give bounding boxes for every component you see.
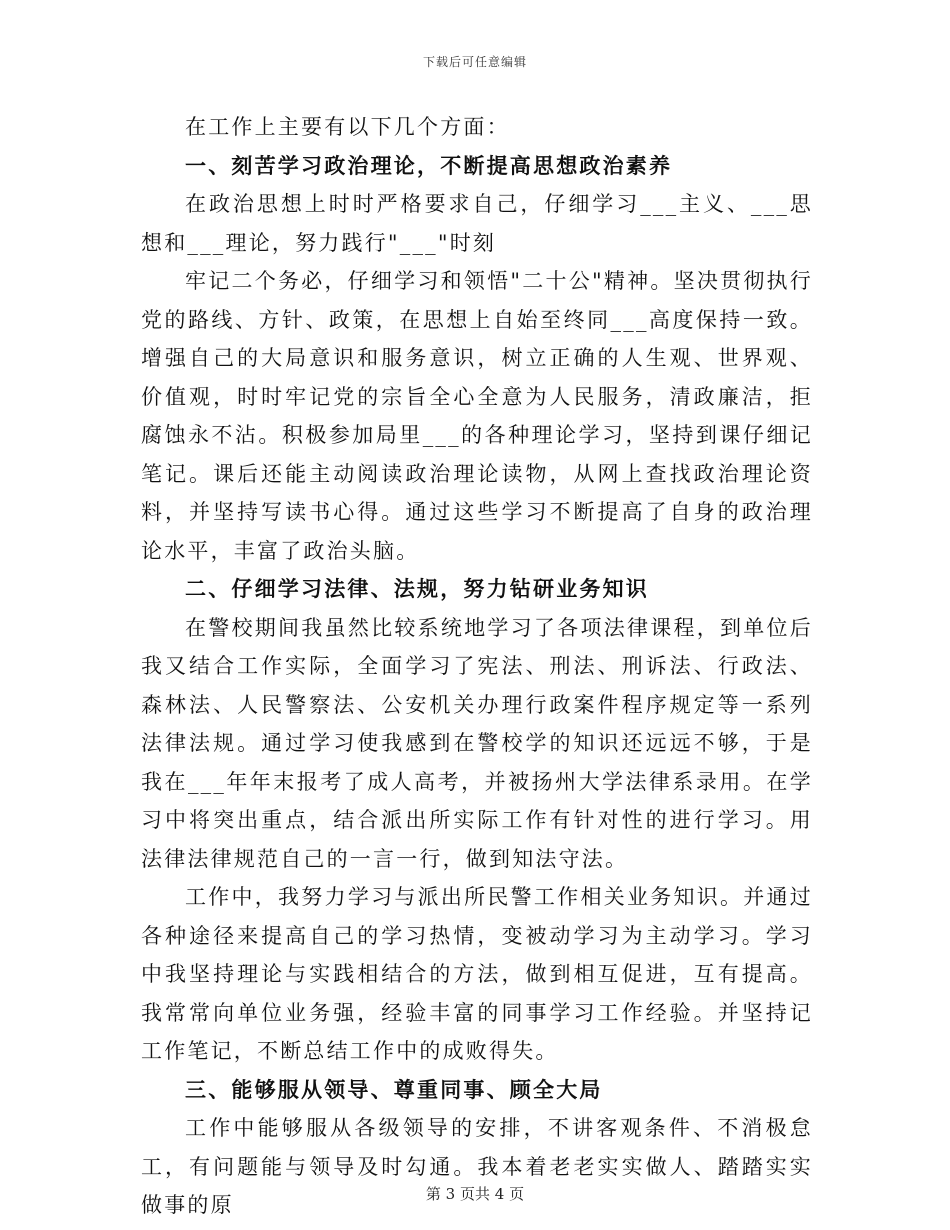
body-paragraph: 工作中，我努力学习与派出所民警工作相关业务知识。并通过各种途径来提高自己的学习热情，变被动学习为主动学习。学习中我坚持理论与实践相结合的方法，做到相互促进，互有提高。我常常向单位业务强，经验丰富的同事学习工作经验。并坚持记工作笔记，不断总结工作中的成败得失。 — [141, 885, 813, 1063]
section-heading-1: 一、刻苦学习政治理论，不断提高思想政治素养 — [185, 153, 673, 178]
document-body — [141, 108, 813, 1225]
body-paragraph: 牢记二个务必，仔细学习和领悟"二十公"精神。坚决贯彻执行党的路线、方针、政策，在思想上自始至终同___高度保持一致。增强自己的大局意识和服务意识，树立正确的人生观、世界观、价值观，时时牢记党的宗旨全心全意为人民服务，清政廉洁，拒腐蚀永不沾。积极参加局里___的各种理论学习，坚持到课仔细记笔记。课后还能主动阅读政治理论读物，从网上查找政治理论资料，并坚持写读书心得。通过这些学习不断提高了自身的政治理论水平，丰富了政治头脑。 — [141, 269, 813, 563]
intro-paragraph: 在工作上主要有以下几个方面： — [185, 115, 510, 139]
section-heading-3: 三、能够服从领导、尊重同事、顾全大局 — [185, 1077, 603, 1102]
body-paragraph: 在政治思想上时时严格要求自己，仔细学习___主义、___思想和___理论，努力践行"___"时刻 — [141, 192, 813, 255]
body-paragraph: 在警校期间我虽然比较系统地学习了各项法律课程，到单位后我又结合工作实际，全面学习了宪法、刑法、刑诉法、行政法、森林法、人民警察法、公安机关办理行政案件程序规定等一系列法律法规。通过学习使我感到在警校学的知识还远远不够，于是我在___年年末报考了成人高考，并被扬州大学法律系录用。在学习中将突出重点，结合派出所实际工作有针对性的进行学习。用法律法律规范自己的一言一行，做到知法守法。 — [141, 615, 813, 871]
page-header-note: 下载后可任意编辑 — [422, 55, 527, 69]
page-number: 第 3 页共 4 页 — [425, 1185, 525, 1203]
body-paragraph: 工作中能够服从各级领导的安排，不讲客观条件、不消极怠工，有问题能与领导及时勾通。我本着老老实实做人、踏踏实实做事的原 — [141, 1116, 813, 1217]
section-heading-2: 二、仔细学习法律、法规，努力钻研业务知识 — [185, 577, 649, 601]
